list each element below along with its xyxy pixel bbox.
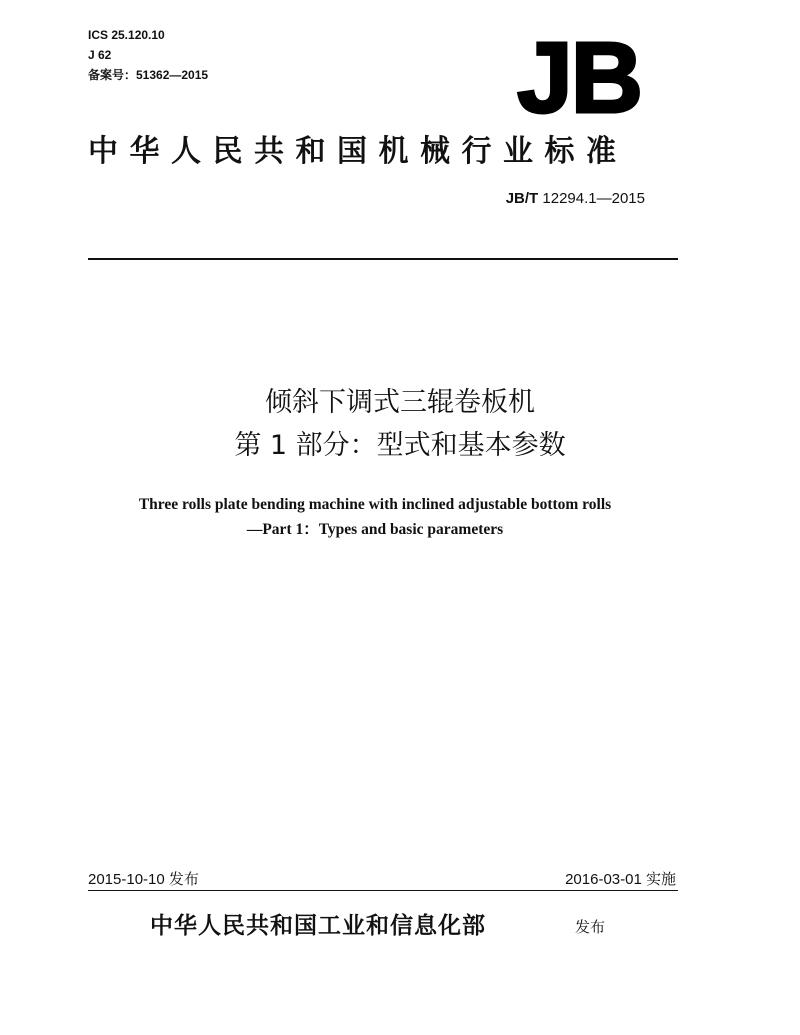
classification-code: J 62 [88,48,112,62]
standard-prefix: JB/T [505,190,539,207]
issue-date: 2015-10-10 发布 [88,871,199,888]
jb-logo-text: JB [517,36,641,118]
bottom-divider [88,890,678,891]
publisher-name: 中华人民共和国工业和信息化部 [150,913,486,939]
standard-code: 12294.1—2015 [542,190,645,207]
publisher-action: 发布 [575,918,606,936]
implementation-date: 2016-03-01 实施 [565,871,676,888]
standard-number [420,190,645,207]
industry-standard-title: 中华人民共和国机械行业标准 [88,134,628,169]
jb-logo [508,36,650,118]
english-title-line-1: Three rolls plate bending machine with inclined adjustable bottom rolls [138,496,612,513]
ics-code: ICS 25.120.10 [88,28,165,42]
english-title-line-2: —Part 1：Types and basic parameters [246,521,504,538]
chinese-title-line-1: 倾斜下调式三辊卷板机 [265,387,535,418]
filing-number: 备案号：51362—2015 [88,68,209,82]
top-divider [88,258,678,260]
chinese-title-line-2: 第 1 部分：型式和基本参数 [234,430,566,461]
